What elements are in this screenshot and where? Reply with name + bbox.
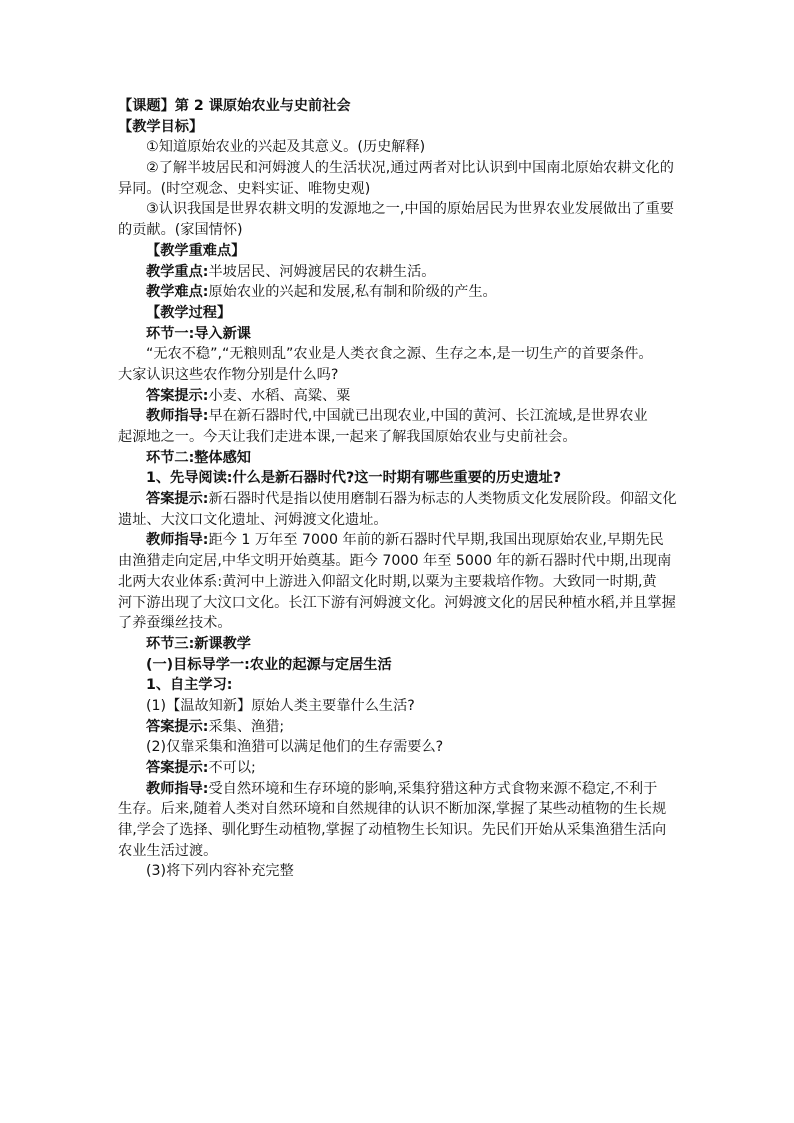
- difficult-point: [118, 282, 680, 303]
- objective-3-line-2: 的贡献。(家国情怀): [118, 222, 243, 239]
- key-point-label: 教学重点:: [146, 263, 209, 280]
- answer-hint-label: 答案提示:: [146, 760, 209, 776]
- section-heading-objectives: 【教学目标】: [118, 118, 204, 135]
- lesson-title: 【课题】第 2 课原始农业与史前社会: [118, 98, 351, 114]
- objective-1: ①知道原始农业的兴起及其意义。(历史解释): [146, 139, 426, 156]
- answer-hint-4: [118, 758, 680, 779]
- teacher-guide-1-line-2: 起源地之一。今天让我们走进本课,一起来了解我国原始农业与史前社会。: [118, 429, 577, 445]
- key-point: [118, 262, 680, 283]
- teacher-guide-2-line-4: 河下游出现了大汶口文化。长江下游有河姆渡文化。河姆渡文化的居民种植水稻,并且掌握: [118, 594, 676, 611]
- answer-hint-3: [118, 717, 680, 738]
- document-page: [118, 96, 680, 882]
- teacher-guide-text: 早在新石器时代,中国就已出现农业,中国的黄河、长江流域,是世界农业: [208, 408, 648, 425]
- teacher-guide-2-line-5: 了养蚕缫丝技术。: [118, 615, 232, 632]
- pre-reading-question: 1、先导阅读:什么是新石器时代?这一时期有哪些重要的历史遗址?: [146, 470, 562, 487]
- answer-hint-text: 采集、渔猎;: [208, 718, 285, 735]
- section-heading-key-points: 【教学重难点】: [146, 242, 246, 259]
- step-1-heading: 环节一:导入新课: [146, 325, 251, 342]
- step-3-heading: 环节三:新课教学: [146, 635, 251, 652]
- self-study-heading: 1、自主学习:: [146, 677, 233, 694]
- difficult-point-label: 教学难点:: [146, 284, 209, 301]
- question-1: (1)【温故知新】原始人类主要靠什么生活?: [146, 697, 415, 714]
- question-2: (2)仅靠采集和渔猎可以满足他们的生存需要么?: [146, 739, 444, 756]
- teacher-guide-text: 受自然环境和生存环境的影响,采集狩猎这种方式食物来源不稳定,不利于: [208, 780, 658, 797]
- teacher-guide-text: 距今 1 万年至 7000 年前的新石器时代早期,我国出现原始农业,早期先民: [208, 532, 664, 549]
- teacher-guide-label: 教师指导:: [146, 408, 209, 425]
- answer-hint-label: 答案提示:: [146, 491, 209, 508]
- answer-hint-label: 答案提示:: [146, 718, 209, 735]
- objective-2-line-1: ②了解半坡居民和河姆渡人的生活状况,通过两者对比认识到中国南北原始农耕文化的: [146, 160, 674, 177]
- answer-hint-2-line-1: [118, 489, 680, 510]
- teacher-guide-2-line-1: [118, 530, 680, 551]
- answer-hint-text: 小麦、水稻、高粱、粟: [208, 387, 351, 404]
- key-point-text: 半坡居民、河姆渡居民的农耕生活。: [208, 263, 436, 280]
- teacher-guide-1-line-1: [118, 406, 680, 427]
- objective-2-line-2: 异同。(时空观念、史料实证、唯物史观): [118, 180, 371, 197]
- difficult-point-text: 原始农业的兴起和发展,私有制和阶级的产生。: [208, 284, 497, 301]
- teacher-guide-2-line-3: 北两大农业体系:黄河中上游进入仰韶文化时期,以粟为主要栽培作物。大致同一时期,黄: [118, 573, 657, 590]
- objective-3-line-1: ③认识我国是世界农耕文明的发源地之一,中国的原始居民为世界农业发展做出了重要: [146, 201, 674, 218]
- objective-guide-1-heading: (一)目标导学一:农业的起源与定居生活: [146, 656, 392, 673]
- answer-hint-text: 不可以;: [208, 760, 256, 776]
- teacher-guide-2-line-2: 由渔猎走向定居,中华文明开始奠基。距今 7000 年至 5000 年的新石器时代中期,出现南: [118, 553, 672, 570]
- answer-hint-1: [118, 386, 680, 407]
- intro-paragraph-line-1: “无农不稳”,“无粮则乱”农业是人类衣食之源、生存之本,是一切生产的首要条件。: [146, 346, 653, 363]
- answer-hint-label: 答案提示:: [146, 387, 209, 404]
- answer-hint-2-line-2: 遗址、大汶口文化遗址、河姆渡文化遗址。: [118, 511, 388, 528]
- teacher-guide-3-line-1: [118, 779, 680, 800]
- question-3: (3)将下列内容补充完整: [146, 863, 294, 880]
- teacher-guide-label: 教师指导:: [146, 780, 209, 797]
- answer-hint-text: 新石器时代是指以使用磨制石器为标志的人类物质文化发展阶段。仰韶文化: [208, 491, 677, 508]
- step-2-heading: 环节二:整体感知: [146, 449, 251, 466]
- teacher-guide-label: 教师指导:: [146, 532, 209, 549]
- intro-paragraph-line-2: 大家认识这些农作物分别是什么吗?: [118, 366, 339, 383]
- teacher-guide-3-line-4: 农业生活过渡。: [118, 842, 218, 859]
- teacher-guide-3-line-3: 律,学会了选择、驯化野生动植物,掌握了动植物生长知识。先民们开始从采集渔猎生活向: [118, 822, 667, 839]
- section-heading-process: 【教学过程】: [146, 304, 232, 321]
- teacher-guide-3-line-2: 生存。后来,随着人类对自然环境和自然规律的认识不断加深,掌握了某些动植物的生长规: [118, 801, 667, 818]
